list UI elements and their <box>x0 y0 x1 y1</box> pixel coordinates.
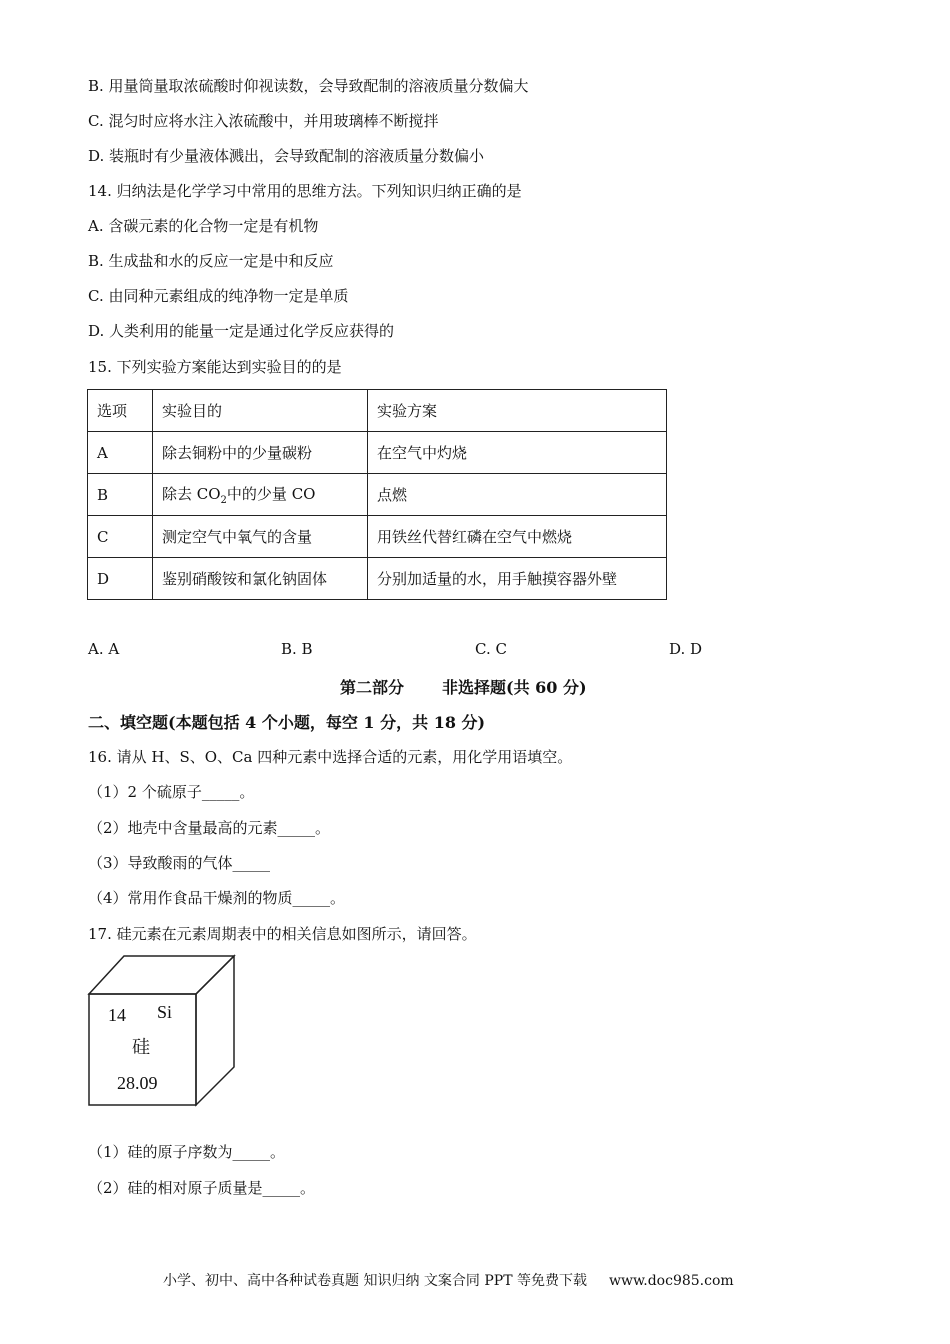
section-two-heading: 二、填空题(本题包括 4 个小题，每空 1 分，共 18 分) <box>88 713 486 732</box>
q14-option-c: C. 由同种元素组成的纯净物一定是单质 <box>88 287 349 305</box>
table-row <box>88 558 667 600</box>
q14-option-b: B. 生成盐和水的反应一定是中和反应 <box>88 252 334 270</box>
element-number: 14 <box>108 1005 126 1025</box>
table-cell: B <box>88 474 153 516</box>
q17-stem: 17. 硅元素在元素周期表中的相关信息如图所示，请回答。 <box>88 925 477 943</box>
q15-choice-b: B. B <box>281 640 313 658</box>
q16-item-2: （2）地壳中含量最高的元素_____。 <box>88 819 331 837</box>
table-row <box>88 432 667 474</box>
q15-table <box>87 389 667 600</box>
table-row <box>88 474 667 516</box>
element-mass: 28.09 <box>117 1073 158 1093</box>
table-header-cell: 实验方案 <box>368 390 667 432</box>
table-cell: 点燃 <box>368 474 667 516</box>
q16-item-4: （4）常用作食品干燥剂的物质_____。 <box>88 889 346 907</box>
element-cube-figure <box>86 953 238 1109</box>
table-cell: 用铁丝代替红磷在空气中燃烧 <box>368 516 667 558</box>
part-two-heading <box>340 675 587 698</box>
q17-item-1: （1）硅的原子序数为_____。 <box>88 1143 286 1161</box>
q15-choice-a: A. A <box>88 640 120 658</box>
cell-text: 中的少量 CO <box>226 485 316 503</box>
q16-item-1: （1）2 个硫原子_____。 <box>88 783 255 801</box>
table-header-cell: 实验目的 <box>153 390 368 432</box>
part-two-subtitle: 非选择题(共 60 分) <box>442 678 587 697</box>
q15-choice-d: D. D <box>669 640 703 658</box>
q13-option-d: D. 装瓶时有少量液体溅出，会导致配制的溶液质量分数偏小 <box>88 147 485 165</box>
table-header-cell: 选项 <box>88 390 153 432</box>
q13-option-b: B. 用量筒量取浓硫酸时仰视读数，会导致配制的溶液质量分数偏大 <box>88 77 529 95</box>
table-cell: 分别加适量的水，用手触摸容器外壁 <box>368 558 667 600</box>
footer-url: www.doc985.com <box>608 1273 734 1289</box>
table-cell: 在空气中灼烧 <box>368 432 667 474</box>
subscript: 2 <box>220 495 227 506</box>
q16-stem: 16. 请从 H、S、O、Ca 四种元素中选择合适的元素，用化学用语填空。 <box>88 748 573 766</box>
q14-option-a: A. 含碳元素的化合物一定是有机物 <box>88 217 319 235</box>
cube-side-face <box>196 956 234 1105</box>
table-cell: D <box>88 558 153 600</box>
table-cell: C <box>88 516 153 558</box>
q15-choice-c: C. C <box>475 640 507 658</box>
table-cell: A <box>88 432 153 474</box>
element-name: 硅 <box>132 1037 150 1058</box>
table-row <box>88 516 667 558</box>
element-symbol: Si <box>157 1002 173 1022</box>
q15-stem: 15. 下列实验方案能达到实验目的的是 <box>88 358 342 376</box>
table-cell: 鉴别硝酸铵和氯化钠固体 <box>153 558 368 600</box>
footer-text: 小学、初中、高中各种试卷真题 知识归纳 文案合同 PPT 等免费下载 <box>163 1273 587 1289</box>
q14-option-d: D. 人类利用的能量一定是通过化学反应获得的 <box>88 322 395 340</box>
table-cell: 除去铜粉中的少量碳粉 <box>153 432 368 474</box>
cell-text: 除去 CO <box>162 485 221 503</box>
q17-item-2: （2）硅的相对原子质量是_____。 <box>88 1179 316 1197</box>
table-cell: 测定空气中氧气的含量 <box>153 516 368 558</box>
page-footer <box>163 1270 734 1290</box>
cube-top-face <box>89 956 234 994</box>
table-cell <box>153 474 368 516</box>
q14-stem: 14. 归纳法是化学学习中常用的思维方法。下列知识归纳正确的是 <box>88 182 522 200</box>
part-two-title: 第二部分 <box>340 678 405 697</box>
q13-option-c: C. 混匀时应将水注入浓硫酸中，并用玻璃棒不断搅拌 <box>88 112 439 130</box>
table-header-row <box>88 390 667 432</box>
q16-item-3: （3）导致酸雨的气体_____ <box>88 854 271 872</box>
